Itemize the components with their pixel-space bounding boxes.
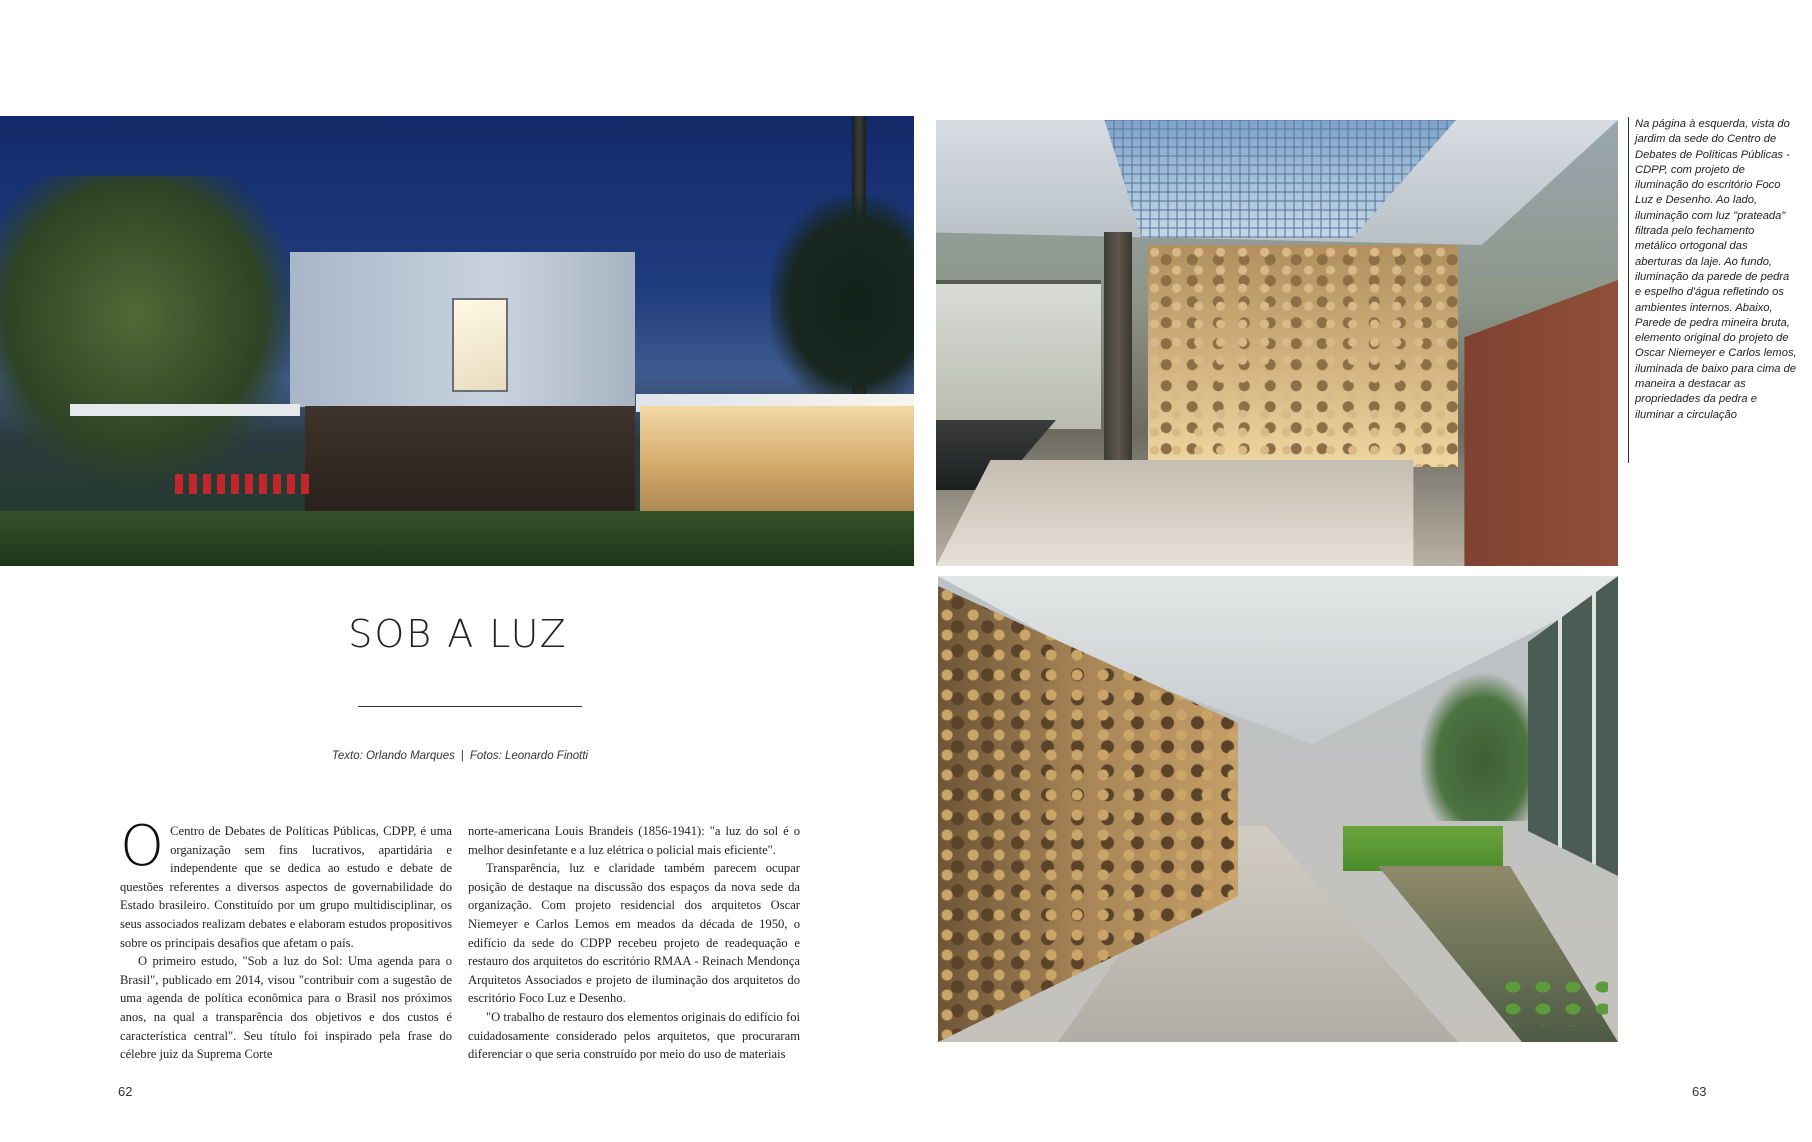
lit-stone-wall (1148, 245, 1458, 467)
red-chairs (175, 474, 315, 494)
lawn (1343, 826, 1503, 871)
paragraph (120, 814, 452, 952)
photo-caption: Na página à esquerda, vista do jardim da sede do Centro de Debates de Políticas Públicas - CDPP, com projeto de iluminação do escritório Foco Luz e Desenho. Ao lado, iluminação com luz "prateada" filtrada pelo fechamento metálico ortogonal das aberturas da laje. Ao fundo, iluminação da parede de pedra e espelho d'água refletindo os ambientes internos. Abaixo, Parede de pedra mineira bruta, elemento original do projeto de Oscar Niemeyer e Carlos lemos, iluminada de baixo para cima de maneira a destacar as propriedades da pedra e iluminar a circulação (1628, 117, 1797, 463)
paragraph: O primeiro estudo, "Sob a luz do Sol: Uma agenda para o Brasil", publicado em 2014, visou "contribuir com a sugestão de uma agenda de política econômica para o Brasil nos próximos anos, na qual a transparência dos objetivos e dos custos é característica central". Seu título foi inspirado pela frase do célebre juiz da Suprema Corte (120, 954, 452, 1062)
paragraph-text: Centro de Debates de Políticas Públicas, CDPP, é uma organização sem fins lucrativos, apartidária e independente que se dedica ao estudo e debate de questões referentes a diversos aspectos de governabilidade do Estado brasileiro. Constituído por um grupo multidisciplinar, os seus associados realizam debates e elaboram estudos propositivos sobre os principais desafios que afetam o país. (120, 824, 452, 950)
column (1104, 232, 1132, 467)
lit-window (452, 298, 508, 392)
lily-pads (1498, 976, 1608, 1026)
glass-facade (936, 280, 1101, 429)
photo-covered-walkway (938, 576, 1618, 1042)
tree-shape-right (770, 196, 914, 406)
pergola (70, 404, 300, 416)
body-column-right (468, 822, 800, 1064)
paragraph: norte-americana Louis Brandeis (1856-1941): "a luz do sol é o melhor desinfetante e a luz elétrica o policial mais eficiente". (468, 824, 800, 857)
title-divider (358, 706, 582, 707)
article-credits (250, 750, 670, 762)
credit-separator: | (460, 750, 464, 762)
article-title: SOB A LUZ (348, 612, 568, 656)
page-number-left: 62 (118, 1084, 133, 1099)
drop-cap: O (120, 814, 165, 879)
tree-shape (0, 176, 300, 486)
photo-stone-courtyard (936, 120, 1618, 566)
paragraph: "O trabalho de restauro dos elementos originais do edifício foi cuidadosamente considerado pelos arquitetos, que procuraram diferenciar o que seria construído por meio do uso de materiais (468, 1009, 800, 1062)
credit-photos: Fotos: Leonardo Finotti (469, 750, 589, 762)
credit-text: Texto: Orlando Marques (331, 750, 455, 762)
body-column-left (120, 814, 452, 1064)
paragraph: Transparência, luz e claridade também parecem ocupar posição de destaque na discussão dos espaços da nova sede da organização. Com projeto residencial dos arquitetos Oscar Niemeyer e Carlos Lemos em meados da década de 1950, o edifício da sede do CDPP recebeu projeto de readequação e restauro dos arquitetos do escritório RMAA - Reinach Mendonça Arquitetos Associados e projeto de iluminação dos arquitetos do escritório Foco Luz e Desenho. (468, 861, 800, 1006)
photo-garden-night (0, 116, 914, 566)
lawn (0, 511, 914, 566)
page-number-right: 63 (1692, 1084, 1707, 1099)
